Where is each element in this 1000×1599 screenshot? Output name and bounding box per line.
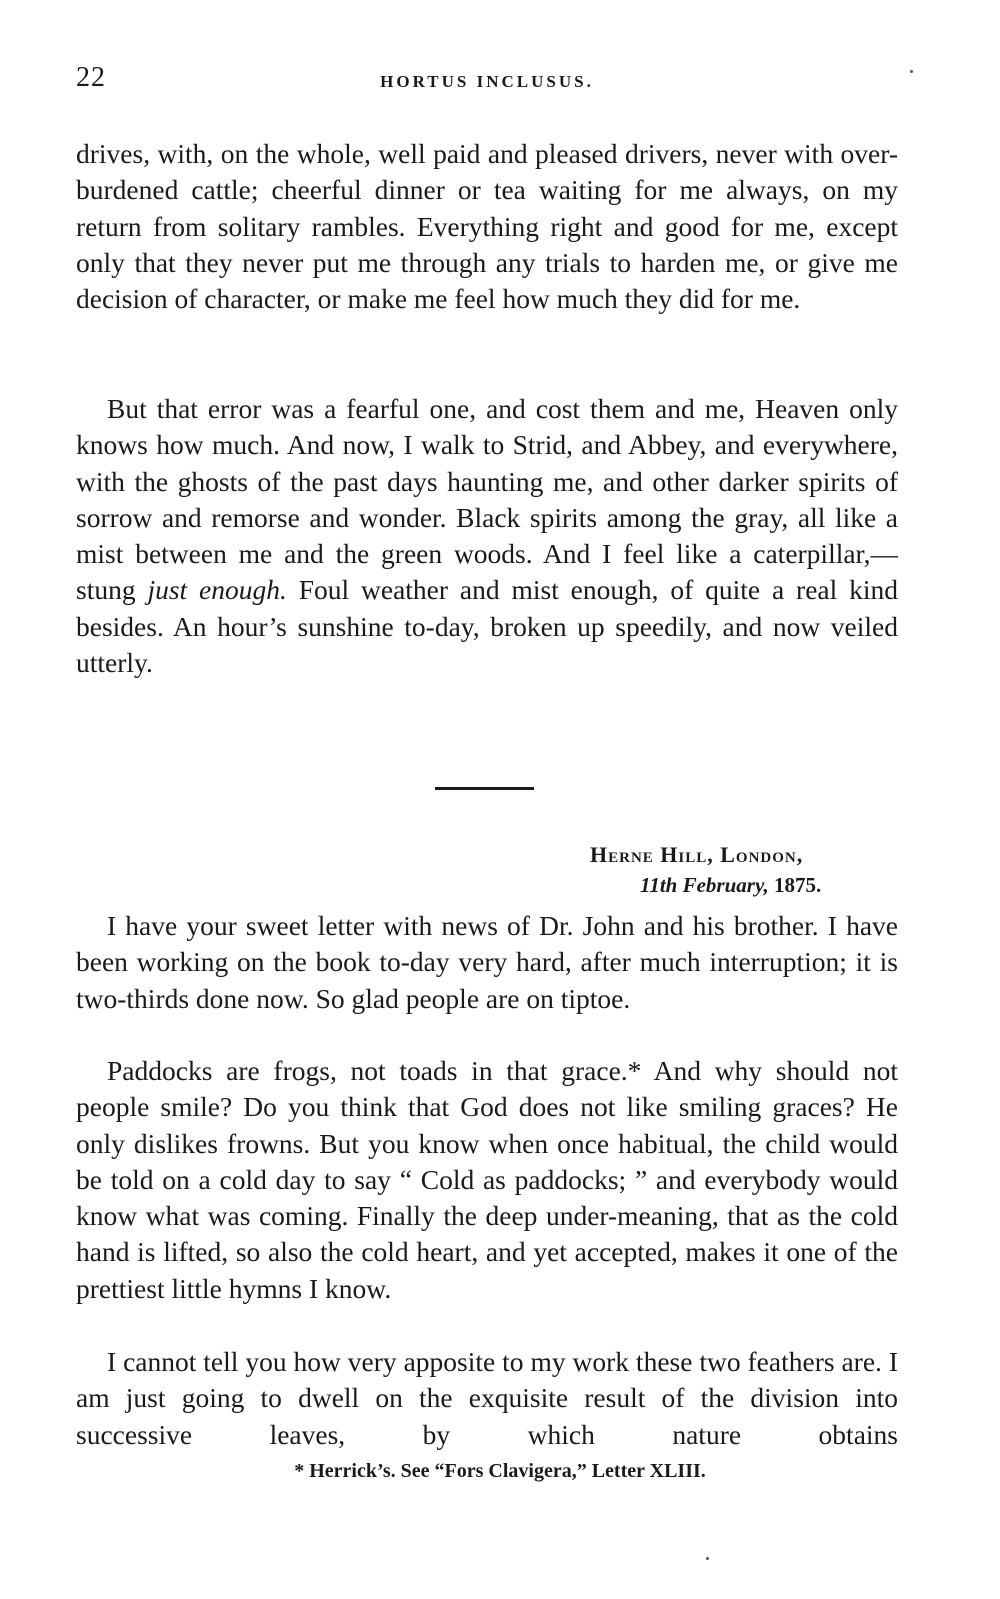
paragraph-letter-news: I have your sweet letter with news of Dr. John and his brother. I have been working on the book to-day very hard, after much interruption; it is two-thirds done now. So glad people are on tiptoe. <box>76 910 898 1014</box>
letter-place: Herne Hill, London, <box>590 842 804 867</box>
running-title: HORTUS INCLUSUS. <box>380 72 594 91</box>
page-header <box>76 62 898 102</box>
paragraph-regret-text-1: But that error was a fearful one, and cost them and me, Heaven only knows how much. And now, I walk to Strid, and Abbey, and everywhere, with the ghosts of the past days haunting me, and other darker spirits of sorrow and remorse and wonder. Black spirits among the gray, all like a mist between me and the green woods. And I feel like a caterpillar,—stung <box>76 393 898 606</box>
paragraph-feathers: I cannot tell you how very apposite to my work these two feathers are. I am just going to dwell on the exquisite result of the division into successive leaves, by which nature obtains <box>76 1346 898 1450</box>
letter-date-year: 1875. <box>768 873 822 897</box>
paper-speck <box>910 70 913 73</box>
paragraph-continuation: drives, with, on the whole, well paid and pleased drivers, never with over-burdened cattle; cheerful dinner or tea waiting for me always, on my return from solitary rambles. Everything right and good for me, except only that they never put me through any trials to harden me, or give me decision of character, or make me feel how much they did for me. <box>76 138 898 315</box>
section-separator-rule <box>435 787 534 790</box>
paper-speck <box>706 1557 709 1560</box>
footnote: * Herrick’s. See “Fors Clavigera,” Letter XLIII. <box>294 1460 706 1482</box>
paragraph-regret <box>76 391 898 681</box>
page-number: 22 <box>76 62 106 93</box>
letter-date <box>640 873 930 898</box>
letter-date-day: 11th February, <box>640 873 769 897</box>
emphasis-just-enough: just enough. <box>147 574 287 606</box>
paragraph-paddocks: Paddocks are frogs, not toads in that grace.* And why should not people smile? Do you think that God does not like smiling graces? He only dislikes frowns. But you know when once habitual, the child would be told on a cold day to say “ Cold as paddocks; ” and everybody would know what was coming. Finally the deep under-meaning, that as the cold hand is lifted, so also the cold heart, and yet accepted, makes it one of the prettiest little hymns I know. <box>76 1055 898 1304</box>
paragraph-regret-text-2: Foul weather and mist enough, of quite a real kind besides. An hour’s sunshine to-day, broken up speedily, and now veiled utterly. <box>76 574 898 679</box>
